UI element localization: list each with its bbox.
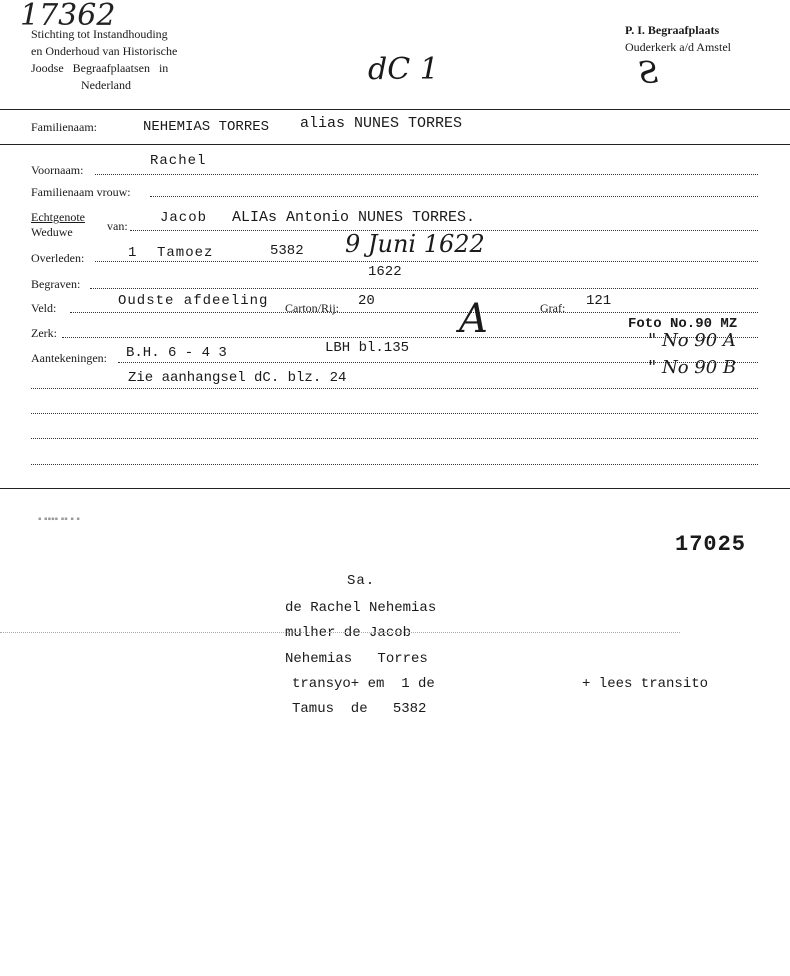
org-line-2: en Onderhoud van Historische <box>31 44 178 58</box>
zerk-label: Zerk: <box>31 326 57 340</box>
cemetery-line-2: Ouderkerk a/d Amstel <box>625 40 731 54</box>
graf-value: 121 <box>586 293 612 309</box>
echtgenote-label: Echtgenote <box>31 210 85 224</box>
overleden-label: Overleden: <box>31 251 85 265</box>
foto-value: Foto No.90 MZ <box>628 316 738 332</box>
echtgenote-alias: ALIAs Antonio NUNES TORRES. <box>232 209 476 226</box>
org-line-1: Stichting tot Instandhouding <box>31 27 168 41</box>
extra-line-3 <box>31 438 758 439</box>
echtgenote-value: Jacob <box>160 210 208 226</box>
overleden-year-typed: 1622 <box>368 264 402 280</box>
aantekeningen-value: B.H. 6 - 4 3 <box>126 345 227 361</box>
begraven-label: Begraven: <box>31 277 81 291</box>
foto-b: " No 90 B <box>648 357 737 378</box>
van-label: van: <box>107 219 128 233</box>
lower-line-1: de Rachel Nehemias <box>285 600 437 616</box>
org-line-3: Joodse Begraafplaatsen in <box>31 61 169 75</box>
graf-label: Graf: <box>540 301 566 315</box>
lower-line-5: Tamus de 5382 <box>292 701 427 717</box>
veld-value: Oudste afdeeling <box>118 293 269 309</box>
footnote: + lees transito <box>582 676 709 692</box>
second-rule <box>0 144 790 145</box>
top-rule <box>0 109 790 110</box>
overleden-day: 1 <box>128 245 138 261</box>
foto-a: " No 90 A <box>648 330 736 351</box>
familienaam-alias: alias NUNES TORRES <box>300 115 463 132</box>
carton-value: 20 <box>358 293 375 309</box>
overleden-month: Tamoez <box>157 245 214 261</box>
weduwe-label: Weduwe <box>31 225 73 239</box>
cemetery-line-1: P. I. Begraafplaats <box>625 23 720 37</box>
carton-label: Carton/Rij: <box>285 301 339 315</box>
begraven-line <box>90 288 758 289</box>
card-number: 17362 <box>20 0 116 33</box>
extra-line-2 <box>31 413 758 414</box>
scan-noise-line <box>0 632 680 633</box>
veld-label: Veld: <box>31 301 57 315</box>
lower-number: 17025 <box>675 532 747 557</box>
familienaam-value: NEHEMIAS TORRES <box>143 119 270 135</box>
voornaam-value: Rachel <box>150 153 207 169</box>
center-mark: dC 1 <box>368 52 439 87</box>
voornaam-label: Voornaam: <box>31 163 84 177</box>
overleden-handwritten: 9 Juni 1622 <box>345 230 485 258</box>
aantekeningen-label: Aantekeningen: <box>31 351 107 365</box>
overleden-line <box>95 261 758 262</box>
lower-line-4: transyo+ em 1 de <box>292 676 435 692</box>
overleden-year: 5382 <box>270 243 304 259</box>
bottom-rule <box>0 488 790 489</box>
zie-value: Zie aanhangsel dC. blz. 24 <box>128 370 347 386</box>
faint-stamp: ▪ ▪▪▪▪ ▪▪ ▪ ▪ <box>38 514 80 525</box>
zerk-mark: A <box>459 296 488 342</box>
extra-line-1 <box>31 388 758 389</box>
familienaam-label: Familienaam: <box>31 120 97 134</box>
org-line-4: Nederland <box>81 78 131 92</box>
lbh-value: LBH bl.135 <box>325 340 410 356</box>
veld-line <box>70 312 758 313</box>
extra-line-4 <box>31 464 758 465</box>
lower-line-3: Nehemias Torres <box>285 651 428 667</box>
right-mark: S <box>638 56 659 91</box>
familienaam-vrouw-line <box>150 196 758 197</box>
voornaam-line <box>95 174 758 175</box>
lower-line-2: mulher de Jacob <box>285 625 412 641</box>
sa-heading: Sa. <box>347 573 376 589</box>
zerk-line <box>62 337 758 338</box>
familienaam-vrouw-label: Familienaam vrouw: <box>31 185 131 199</box>
